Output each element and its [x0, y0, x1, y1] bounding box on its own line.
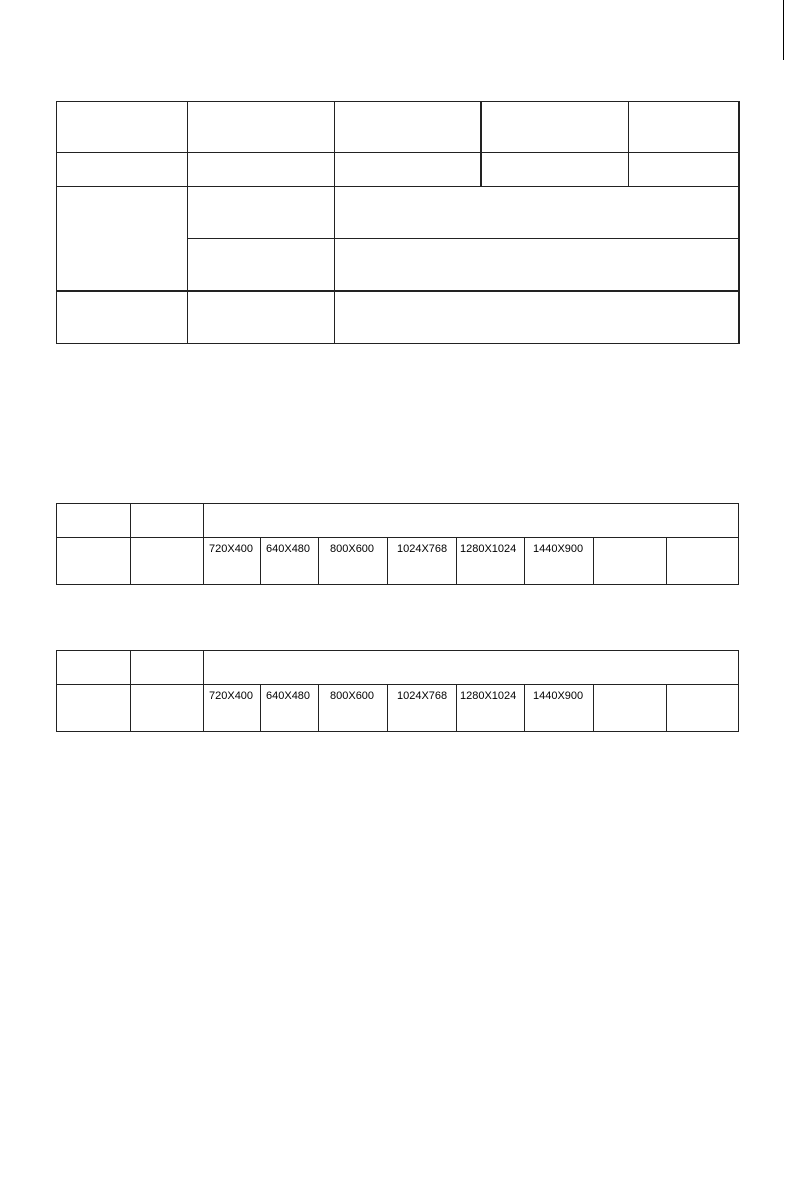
header-cell — [204, 504, 739, 538]
spec-cell — [57, 153, 188, 187]
resolution-label: 1440X900 — [533, 543, 584, 555]
resolution-label — [667, 538, 738, 544]
resolution-label: 1440X900 — [533, 690, 584, 702]
spec-cell — [335, 102, 481, 153]
resolution-label — [594, 538, 666, 544]
spec-row — [57, 187, 739, 239]
crop-mark — [783, 0, 784, 60]
row-label-cell — [57, 685, 131, 732]
header-cell — [57, 651, 131, 685]
resolution-label: 1024X768 — [397, 690, 448, 702]
row-label-cell — [131, 538, 204, 585]
resolution-label: 1280X1024 — [460, 690, 517, 702]
header-cell — [131, 504, 204, 538]
resolution-row — [57, 538, 739, 585]
resolution-cell — [667, 685, 739, 732]
resolution-cell — [594, 685, 667, 732]
spec-table — [56, 101, 740, 344]
header-cell — [204, 651, 739, 685]
spec-cell — [188, 187, 335, 239]
resolution-row — [57, 685, 739, 732]
spec-cell — [188, 239, 335, 292]
resolution-label: 1024X768 — [397, 543, 448, 555]
resolution-label: 720X400 — [209, 690, 254, 702]
resolution-label: 1280X1024 — [460, 543, 517, 555]
resolution-cell — [319, 538, 388, 585]
spec-cell — [188, 102, 335, 153]
resolution-cell — [388, 685, 457, 732]
resolution-cell — [388, 538, 457, 585]
resolution-cell — [261, 685, 319, 732]
resolution-cell — [457, 685, 525, 732]
resolution-label — [594, 685, 666, 691]
resolution-table — [56, 650, 739, 732]
spec-cell — [335, 153, 481, 187]
resolution-header-row — [57, 651, 739, 685]
resolution-cell — [319, 685, 388, 732]
header-cell — [57, 504, 131, 538]
resolution-table — [56, 503, 739, 585]
row-label-cell — [131, 685, 204, 732]
spec-cell — [629, 153, 739, 187]
resolution-header-row — [57, 504, 739, 538]
resolution-cell — [204, 685, 261, 732]
spec-cell — [481, 102, 629, 153]
resolution-label: 640X480 — [266, 690, 311, 702]
resolution-cell — [525, 685, 594, 732]
spec-cell — [57, 187, 188, 292]
resolution-cell — [261, 538, 319, 585]
resolution-cell — [525, 538, 594, 585]
spec-cell — [188, 291, 335, 344]
spec-cell — [57, 102, 188, 153]
spec-row — [57, 102, 739, 153]
resolution-label: 640X480 — [266, 543, 311, 555]
resolution-label: 800X600 — [330, 690, 375, 702]
spec-row — [57, 153, 739, 187]
spec-cell — [335, 187, 739, 239]
spec-cell — [57, 291, 188, 344]
resolution-cell — [204, 538, 261, 585]
spec-cell — [335, 291, 739, 344]
resolution-label — [667, 685, 738, 691]
resolution-cell — [457, 538, 525, 585]
spec-cell — [335, 239, 739, 292]
resolution-cell — [594, 538, 667, 585]
header-cell — [131, 651, 204, 685]
spec-row — [57, 291, 739, 344]
resolution-cell — [667, 538, 739, 585]
resolution-label: 720X400 — [209, 543, 254, 555]
spec-cell — [188, 153, 335, 187]
spec-cell — [629, 102, 739, 153]
resolution-label: 800X600 — [330, 543, 375, 555]
spec-cell — [481, 153, 629, 187]
row-label-cell — [57, 538, 131, 585]
